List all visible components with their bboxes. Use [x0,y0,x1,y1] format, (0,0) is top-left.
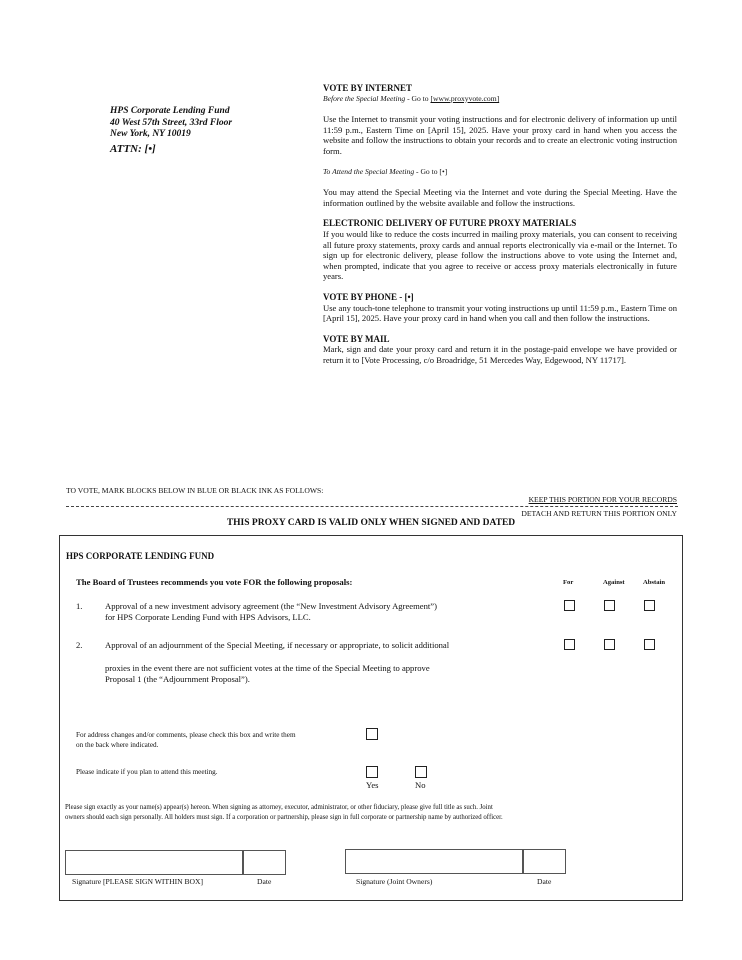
address-line-2: 40 West 57th Street, 33rd Floor [110,117,233,128]
proposal-2-text-cont [105,663,545,684]
proxy-card [59,535,683,901]
date-box-1[interactable] [243,850,286,875]
proposal-2-line-1: Approval of an adjournment of the Special Meeting, if necessary or appropriate, to solicit additional [105,640,450,650]
attend-question: Please indicate if you plan to attend this meeting. [76,768,218,776]
date-box-2[interactable] [523,849,566,874]
attend-no-checkbox[interactable] [415,766,427,778]
signing-note [65,803,680,823]
address-change-line-2: on the back where indicated. [76,741,159,749]
proposal-2-line-2: proxies in the event there are not sufficient votes at the time of the Special Meeting to approve [105,663,430,673]
proposal-2-number: 2. [76,640,83,650]
proposal-2-line-3: Proposal 1 (the “Adjournment Proposal”). [105,673,250,684]
column-for: For [563,579,574,586]
column-against: Against [603,579,625,586]
vote-mail-body: Mark, sign and date your proxy card and return it in the postage-paid envelope we have provided or return it to [Vote Processing, c/o Broadridge, 51 Mercedes Way, Edgewood, NY 11717]. [323,344,677,365]
valid-notice: THIS PROXY CARD IS VALID ONLY WHEN SIGNED AND DATED [226,518,516,528]
detach-line [66,506,678,507]
address-line-3: New York, NY 10019 [110,129,191,139]
address-change-line-1: For address changes and/or comments, please check this box and write them [76,731,296,739]
date-2-label: Date [537,877,552,886]
before-goto: - Go to [405,93,431,103]
signing-note-line-2: owners should each sign personally. All holders must sign. If a corporation or partnership, please sign in full corporate or partnership name by authorized officer. [65,814,503,821]
keep-portion-label: KEEP THIS PORTION FOR YOUR RECORDS [528,495,677,504]
proposal-1-line-1: Approval of a new investment advisory agreement (the “New Investment Advisory Agreement”) [105,601,437,611]
signature-box-2[interactable] [345,849,523,874]
attend-meeting-label: To Attend the Special Meeting [323,166,415,176]
signature-2-label: Signature (Joint Owners) [356,877,433,886]
proposal-1-against-checkbox[interactable] [604,600,615,611]
electronic-delivery-heading: ELECTRONIC DELIVERY OF FUTURE PROXY MATERIALS [323,218,577,229]
date-1-label: Date [257,877,272,886]
attend-body: You may attend the Special Meeting via the Internet and vote during the Special Meeting. Have the information outlined by the website available and follow the instructions. [323,187,677,208]
vote-internet-heading: VOTE BY INTERNET [323,83,413,93]
board-recommendation: The Board of Trustees recommends you vote FOR the following proposals: [76,577,353,587]
attend-goto: - Go to [•] [414,166,448,176]
attend-no-label: No [415,780,426,790]
address-change-text [76,730,296,750]
before-meeting-line [323,94,677,105]
electronic-delivery-body: If you would like to reduce the costs incurred in mailing proxy materials, you can consent to receiving all future proxy statements, proxy cards and annual reports electronically via e-mail or the Internet. To sign up for electronic delivery, please follow the instructions above to vote using the Internet and, when prompted, indicate that you agree to receive or access proxy materials electronically in future years. [323,228,677,282]
proposal-2-against-checkbox[interactable] [604,639,615,650]
column-abstain: Abstain [643,579,665,586]
vote-mail-heading: VOTE BY MAIL [323,333,390,344]
detach-portion-label: DETACH AND RETURN THIS PORTION ONLY [521,509,677,518]
vote-phone-body: Use any touch-tone telephone to transmit your voting instructions up until 11:59 p.m., Eastern Time on [April 15], 2025. Have your proxy card in hand when you call and then follow the instructions. [323,302,677,324]
proposal-1-number: 1. [76,601,83,611]
before-meeting-label: Before the Special Meeting [323,93,406,103]
proposal-2-for-checkbox[interactable] [564,639,575,650]
internet-body: Use the Internet to transmit your voting instructions and for electronic delivery of information up until 11:59 p.m., Eastern Time on [April 15], 2025. Have your proxy card in hand when you access the website and follow the instructions to obtain your records and to create an electronic voting instruction form. [323,114,677,156]
address-attn: ATTN: [•] [110,142,156,155]
attend-yes-label: Yes [366,780,379,790]
proposal-1-line-2: for HPS Corporate Lending Fund with HPS Advisors, LLC. [105,611,311,622]
signature-1-label: Signature [PLEASE SIGN WITHIN BOX] [72,877,204,886]
signing-note-line-1: Please sign exactly as your name(s) appear(s) hereon. When signing as attorney, executor, administrator, or other fiduciary, please give full title as such. Joint [65,804,493,811]
proposal-1-for-checkbox[interactable] [564,600,575,611]
proposal-1-abstain-checkbox[interactable] [644,600,655,611]
proposal-2-abstain-checkbox[interactable] [644,639,655,650]
attend-meeting-line [323,167,677,178]
card-fund-name: HPS CORPORATE LENDING FUND [66,551,215,561]
proposal-1-text [105,601,545,622]
proxyvote-link[interactable]: [www.proxyvote.com] [430,93,500,103]
address-change-checkbox[interactable] [366,728,378,740]
voting-instructions [323,83,677,365]
vote-phone-heading: VOTE BY PHONE - [•] [323,291,414,302]
return-address [110,106,232,155]
address-line-1: HPS Corporate Lending Fund [110,106,230,116]
mark-instruction: TO VOTE, MARK BLOCKS BELOW IN BLUE OR BLACK INK AS FOLLOWS: [66,486,324,495]
attend-yes-checkbox[interactable] [366,766,378,778]
signature-box-1[interactable] [65,850,243,875]
